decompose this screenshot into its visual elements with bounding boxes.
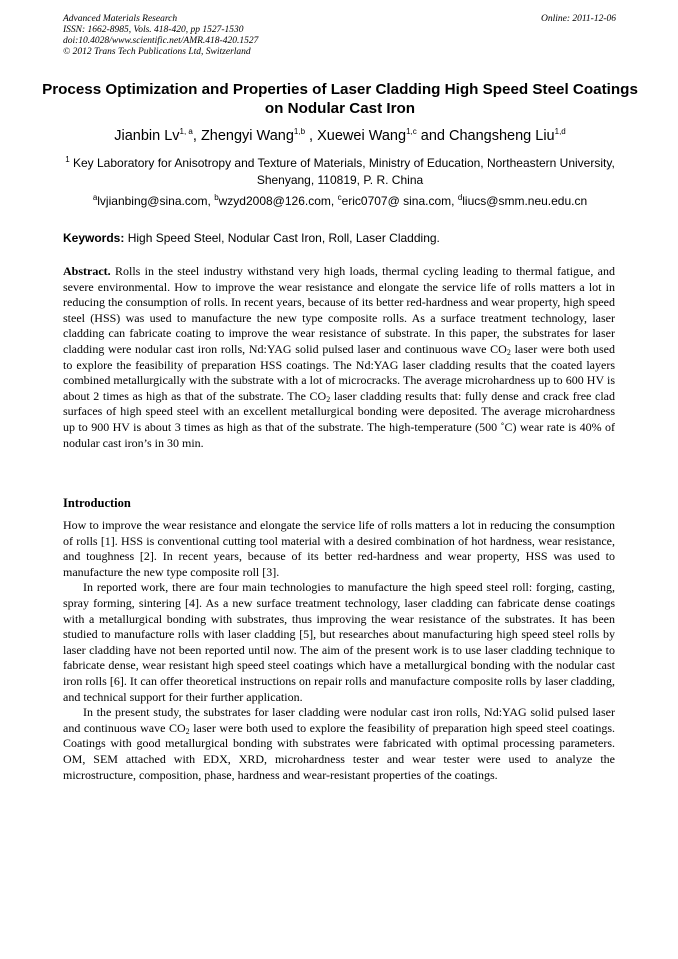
paragraph: In reported work, there are four main technologies to manufacture the high speed steel roll: forging, casting, spray forming, sintering [4]. As a new surface treatment technology, laser cladding can fabricate dense coatings with a metallurgical bonding with substrates, thus improving the wear resistance of the substrates. It has been studied to manufacture rolls with laser cladding [5], but researches about manufacturing high speed steel rolls by laser cladding have not been reported until now. The aim of the present work is to use laser cladding technique to fabricate dense, wear resistant high speed steel coatings which have a metallurgical bonding with the nodular cast iron rolls [6]. It can offer theoretical instructions on repair rolls and manufacture composite rolls by laser cladding, and technical support for their further application.	[63, 580, 615, 704]
subscript: 2	[506, 347, 511, 357]
affiliation	[40, 155, 640, 188]
keywords-text: High Speed Steel, Nodular Cast Iron, Roll, Laser Cladding.	[127, 231, 440, 245]
author-affil-sup: 1,c	[406, 127, 417, 137]
issn-line: ISSN: 1662-8985, Vols. 418-420, pp 1527-1530	[63, 25, 244, 35]
subscript: 2	[326, 394, 331, 404]
abstract-label: Abstract.	[63, 264, 111, 278]
author-affil-sup: 1,d	[554, 127, 566, 137]
email-sup: c	[337, 193, 342, 202]
author-affil-sup: 1, a	[179, 127, 193, 137]
author-list: Jianbin Lv$^{1, a}$, Zhengyi Wang$^{1,b}$ , Xuewei Wang$^{1,c}$ and Changsheng Liu$^{1,d}$	[114, 127, 566, 144]
email-address: liucs@smm.neu.edu.cn	[462, 194, 588, 208]
email-address: eric0707@ sina.com,	[341, 194, 455, 208]
abstract-text: laser were both used to explore the feasibility of preparation HSS coatings. The Nd:YAG laser cladding results that the coated layers combined metallurgically with the substrate with a lot of microcracks. The average microhardness up to 600 HV is about 2 times as high as that of the substrate. The CO	[63, 341, 616, 403]
paragraph: How to improve the wear resistance and elongate the service life of rolls matters a lot in reducing the consumption of rolls [1]. HSS is conventional cutting tool material with a desired combination of hot hardness, wear resistance, and toughness [2]. In recent years, because of its better red-hardness and wear property, HSS was used to manufacture the new type composite roll [3].	[63, 518, 615, 579]
author-name: Xuewei Wang	[317, 128, 407, 144]
keywords-label: Keywords:	[63, 231, 125, 245]
email-sup: d	[457, 193, 463, 202]
email-list	[40, 193, 640, 209]
section-heading-introduction: Introduction	[63, 496, 131, 510]
paragraph-text: In the present study, the substrates for laser cladding were nodular cast iron rolls, Nd:YAG solid pulsed laser and continuous wave CO	[63, 705, 615, 735]
email-sup: b	[214, 193, 219, 202]
abstract-text: laser cladding results that: fully dense and crack free clad surfaces of high speed steel with an excellent metallurgical bonding were deposited. The average microhardness up to 900 HV is about 3 times as high as that of the substrate. The high-temperature (500 ˚C) wear rate is 40% of nodular cast iron’s in 30 min.	[63, 388, 615, 450]
doi-line: doi:10.4028/www.scientific.net/AMR.418-420.1527	[63, 36, 259, 46]
journal-header	[63, 14, 616, 58]
journal-name: Advanced Materials Research	[63, 14, 178, 24]
author-affil-sup: 1,b	[293, 127, 306, 137]
paragraph	[63, 705, 615, 783]
email-address: wzyd2008@126.com,	[218, 194, 335, 208]
abstract	[63, 264, 615, 451]
subscript: 2	[185, 726, 190, 736]
email-address: lvjianbing@sina.com,	[97, 194, 211, 208]
author-name: Changsheng Liu	[449, 128, 555, 144]
online-date: Online: 2011-12-06	[540, 14, 616, 24]
paper-title: Process Optimization and Properties of Laser Cladding High Speed Steel Coatings on Nodular Cast Iron	[42, 81, 638, 117]
copyright-line: © 2012 Trans Tech Publications Ltd, Switzerland	[63, 47, 251, 57]
email-sup: a	[92, 193, 98, 202]
author-name: Jianbin Lv	[114, 128, 180, 144]
affiliation-text: Key Laboratory for Anisotropy and Texture of Materials, Ministry of Education, Northeastern University, Shenyang, 110819, P. R. China	[72, 156, 615, 187]
paragraph-text: laser were both used to explore the feasibility of preparation high speed steel coatings. Coatings with good metallurgical bonding with substrates were fabricated with optimal processing parameters. OM, SEM attached with EDX, XRD, microhardness tester and wear tester were used to analyze the microstructure, composition, phase, hardness and wear-resistant properties of the coatings.	[63, 720, 615, 782]
keywords	[63, 230, 616, 246]
affiliation-sup: 1	[65, 155, 70, 164]
author-name: Zhengyi Wang	[200, 128, 294, 144]
abstract-text: Rolls in the steel industry withstand very high loads, thermal cycling leading to thermal fatigue, and severe environmental. How to improve the wear resistance and elongate the service life of rolls matters a lot in reducing the consumption of rolls. In recent years, because of its better red-hardness and wear property, high speed steel (HSS) was used to manufacture the new type composite rolls. As a surface treatment technology, laser cladding can fabricate coating to improve the wear resistance of substrate. In this paper, the substrates for laser cladding were nodular cast iron rolls, Nd:YAG solid pulsed laser and continuous wave CO	[63, 264, 616, 356]
author-and: and	[420, 128, 445, 144]
introduction-body	[63, 518, 615, 783]
